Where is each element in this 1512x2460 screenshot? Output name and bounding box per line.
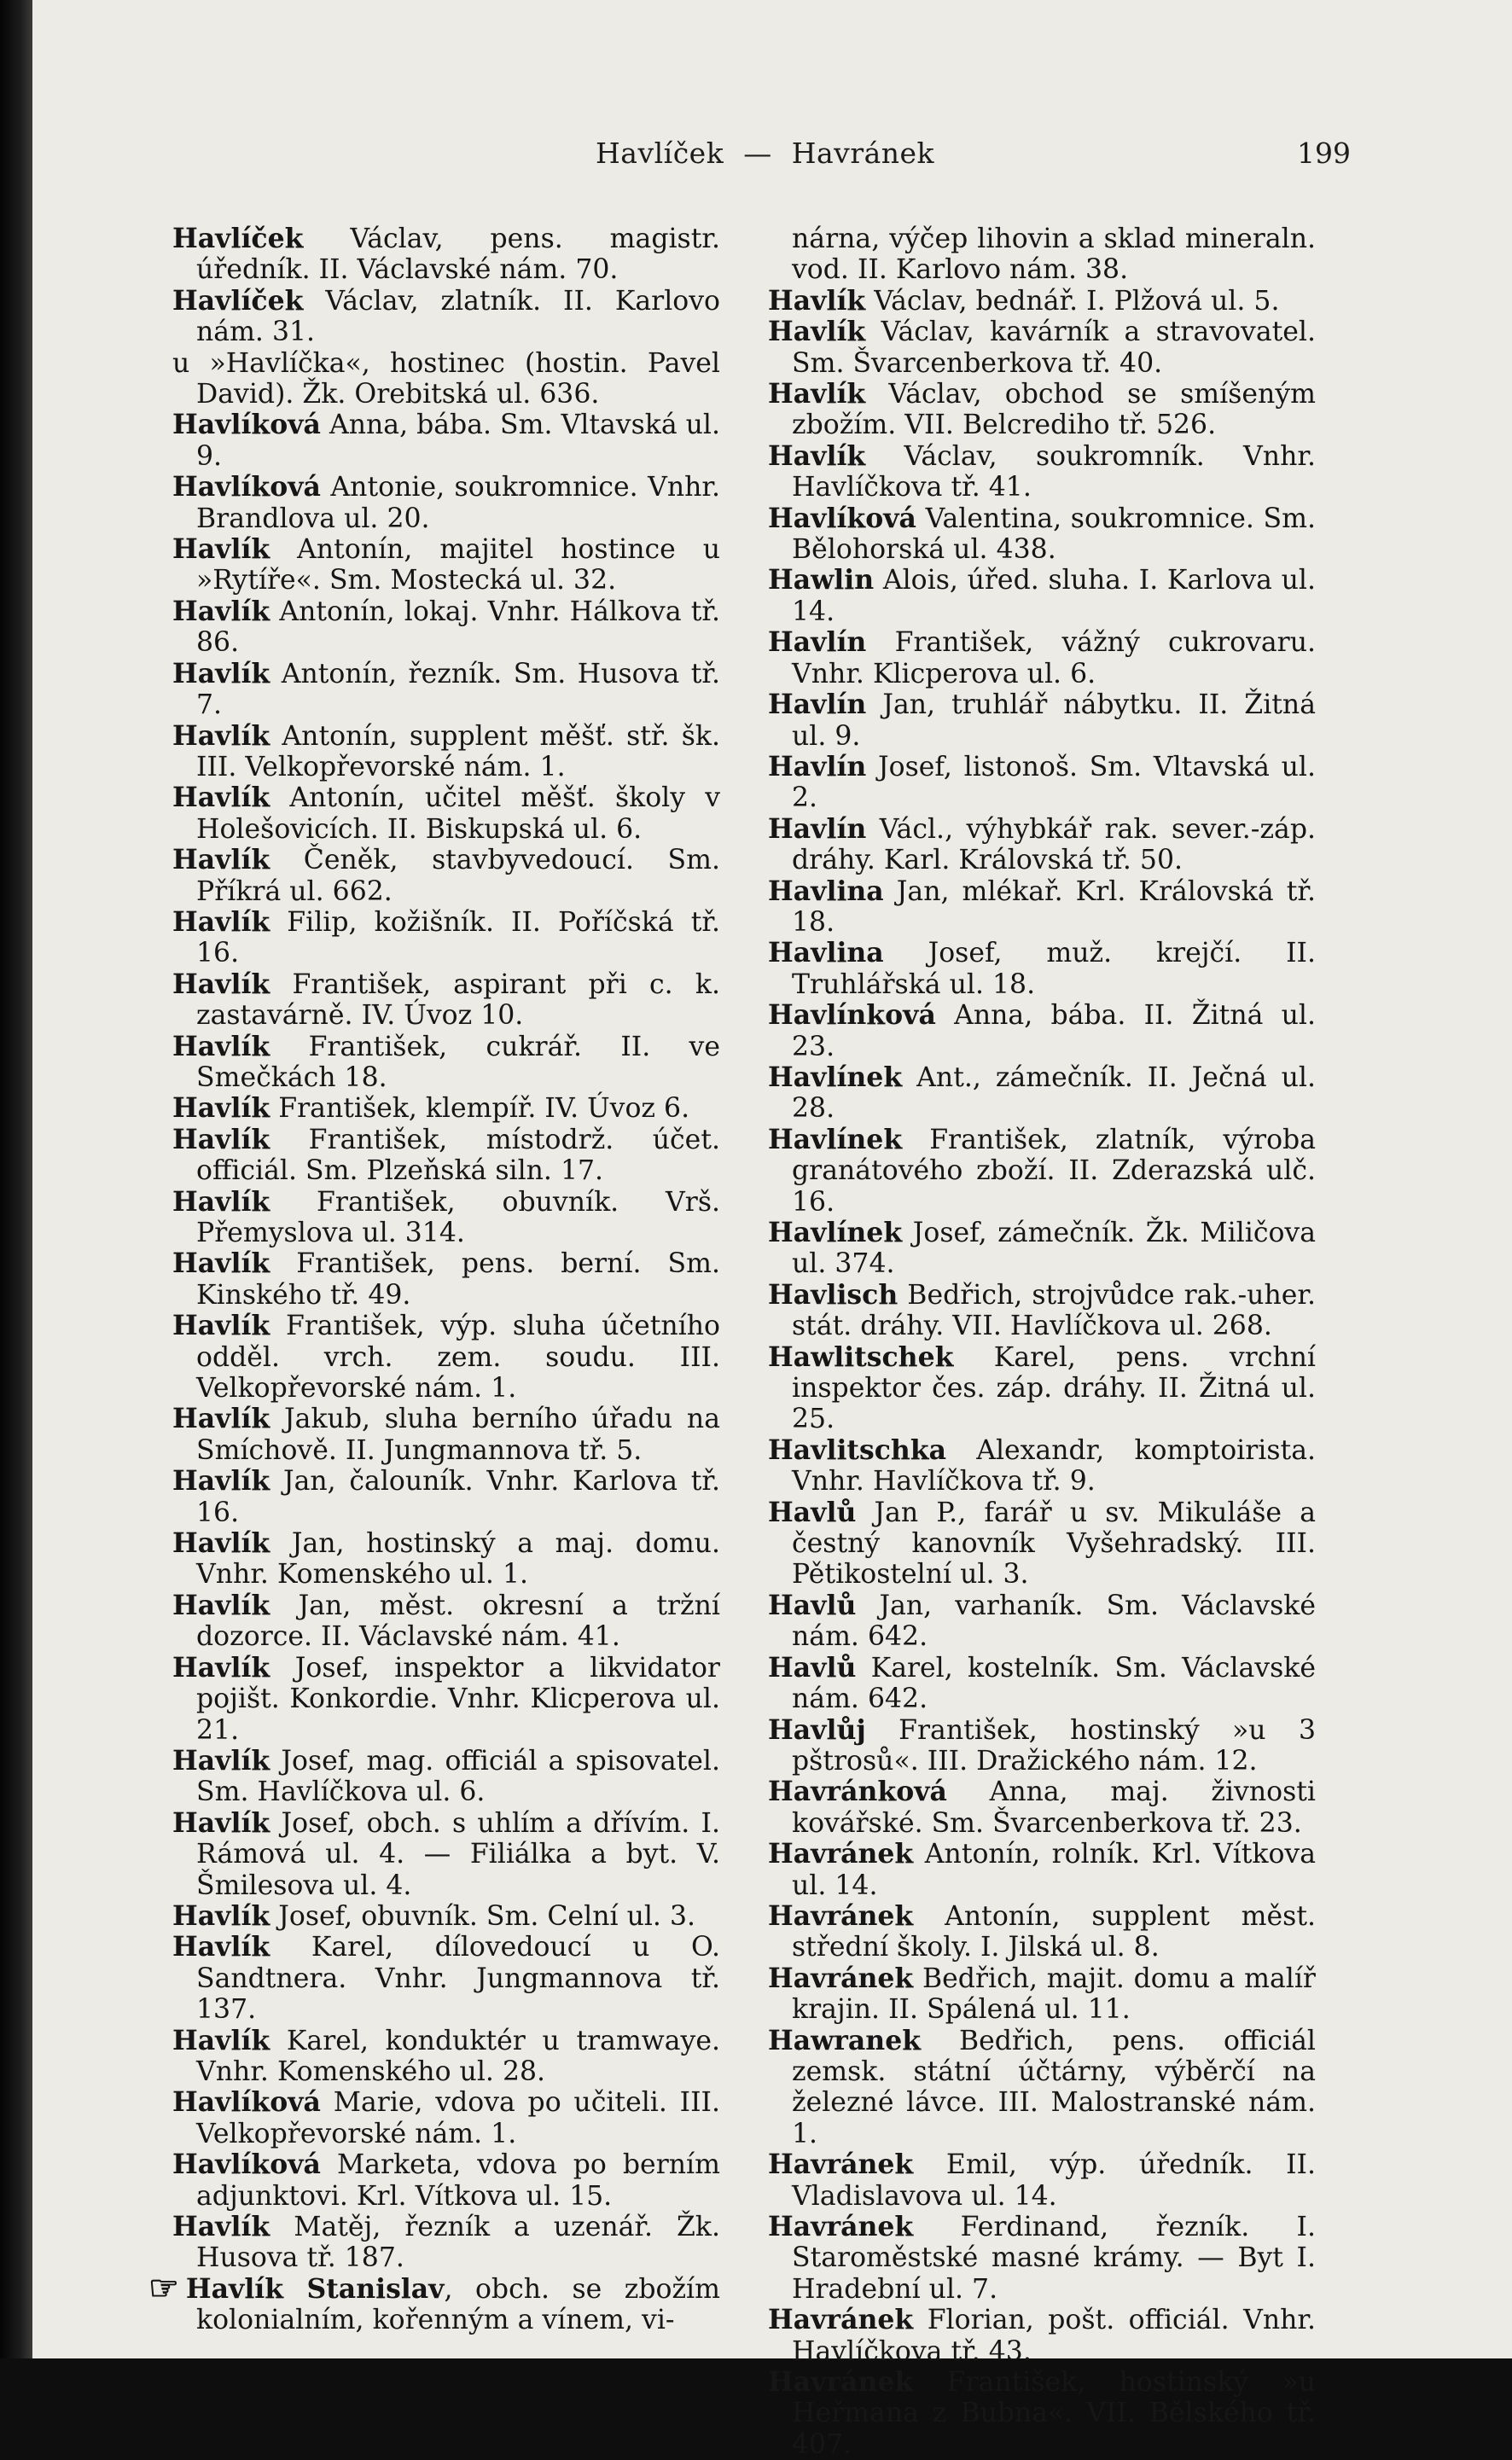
entry-surname: Havlíková xyxy=(172,2086,321,2119)
entry-details: Václav, bednář. I. Plžová ul. 5. xyxy=(865,285,1280,317)
directory-entry xyxy=(768,2367,1316,2460)
entry-surname: Havlůj xyxy=(768,1713,866,1746)
entry-surname: Havlín xyxy=(768,812,867,845)
entry-details: Josef, listonoš. Sm. Vltavská ul. 2. xyxy=(792,751,1316,814)
entry-surname: Havlík xyxy=(768,439,866,472)
entry-surname: Havlínek xyxy=(768,1061,903,1093)
directory-entry xyxy=(172,224,720,286)
entry-surname: Havlitschka xyxy=(768,1434,947,1466)
entry-surname: Havlík xyxy=(172,1806,270,1839)
entry-surname: Havlínek xyxy=(768,1123,903,1155)
entry-surname: Havlík xyxy=(172,1123,270,1155)
entry-details: Václav, kavárník a stravovatel. Sm. Švarcenberkova tř. 40. xyxy=(792,317,1316,379)
entry-details: Alois, úřed. sluha. I. Karlova ul. 14. xyxy=(792,565,1316,627)
entry-details: Karel, konduktér u tramwaye. Vnhr. Komenského ul. 28. xyxy=(196,2025,720,2087)
directory-entry xyxy=(768,441,1316,503)
scan-edge xyxy=(0,0,32,2358)
entry-surname: Havlík xyxy=(172,905,270,938)
entry-surname: Havlík xyxy=(172,2211,270,2242)
entry-details: Antonie, soukromnice. Vnhr. Brandlova ul. 20. xyxy=(196,472,720,534)
directory-entry xyxy=(172,1311,720,1404)
directory-entry xyxy=(172,286,720,348)
directory-entry xyxy=(768,1435,1316,1498)
entry-details: Ant., zámečník. II. Ječná ul. 28. xyxy=(792,1061,1316,1125)
entry-details: Josef, mag. officiál a spisovatel. Sm. Havlíčkova ul. 6. xyxy=(196,1745,720,1808)
pointing-hand-icon: ☞ xyxy=(148,2267,179,2308)
entry-details: Jakub, sluha berního úřadu na Smíchově. II. Jungmannova tř. 5. xyxy=(196,1404,720,1466)
entry-surname: Havlík xyxy=(172,1589,270,1621)
entry-surname: Havránek xyxy=(768,2304,914,2336)
entry-details: Marketa, vdova po berním adjunktovi. Krl. Vítkova ul. 15. xyxy=(196,2149,720,2212)
entry-details: Valentina, soukromnice. Sm. Bělohorská ul. 438. xyxy=(792,503,1316,566)
directory-entry xyxy=(768,286,1316,317)
entry-surname: Havlíková xyxy=(172,2149,321,2181)
entry-surname: Hawlin xyxy=(768,564,875,596)
directory-entry xyxy=(172,1528,720,1591)
entry-surname: Havlina xyxy=(768,875,884,907)
directory-entry xyxy=(768,689,1316,752)
entry-surname: Havlík xyxy=(172,1185,270,1218)
directory-entry xyxy=(768,503,1316,566)
entry-details: Bedřich, majit. domu a malíř krajin. II. Spálená ul. 11. xyxy=(792,1963,1316,2026)
entry-details: Josef, inspektor a likvidator pojišt. Konkordie. Vnhr. Klicperova ul. 21. xyxy=(196,1652,720,1746)
entry-surname: Havlík xyxy=(172,1899,270,1932)
directory-entry xyxy=(768,2212,1316,2305)
entry-surname: Havránek xyxy=(768,2149,914,2181)
running-head xyxy=(596,137,1193,170)
entry-surname: Havlíková xyxy=(768,502,916,534)
directory-entry xyxy=(768,1839,1316,1901)
entry-details: František, klempíř. IV. Úvoz 6. xyxy=(270,1093,690,1125)
entry-surname: Havlů xyxy=(768,1651,857,1684)
entry-surname: Havlík xyxy=(172,968,270,1000)
entry-details: nárna, výčep lihovin a sklad mineraln. vod. II. Karlovo nám. 38. xyxy=(792,224,1316,286)
entry-details: Emil, výp. úředník. II. Vladislavova ul. 14. xyxy=(792,2149,1316,2212)
entry-details: Karel, dílovedoucí u O. Sandtnera. Vnhr. Jungmannova tř. 137. xyxy=(196,1932,720,2026)
entry-details: Antonín, lokaj. Vnhr. Hálkova tř. 86. xyxy=(196,596,720,659)
directory-entry xyxy=(172,1746,720,1808)
entry-surname: Havlík xyxy=(768,378,866,410)
directory-entry xyxy=(768,2026,1316,2150)
entry-details: Čeněk, stavbyvedoucí. Sm. Příkrá ul. 662. xyxy=(196,845,720,907)
directory-entry xyxy=(768,1280,1316,1342)
entry-surname: Havlíková xyxy=(172,471,321,503)
entry-details: , obch. se zbožím kolonialním, kořenným a vínem, vi- xyxy=(196,2273,720,2336)
entry-surname: Havlík xyxy=(768,316,866,348)
entry-surname: Havlík xyxy=(172,1403,270,1435)
entry-details: Karel, pens. vrchní inspektor čes. záp. dráhy. II. Žitná ul. 25. xyxy=(792,1341,1316,1435)
directory-entry xyxy=(768,938,1316,1000)
directory-entry xyxy=(172,1901,720,1932)
directory-entry xyxy=(768,2305,1316,2367)
entry-surname: Havlík xyxy=(172,1931,270,1963)
entry-details: Bedřich, strojvůdce rak.-uher. stát. dráhy. VII. Havlíčkova ul. 268. xyxy=(792,1279,1316,1342)
directory-entry xyxy=(172,1032,720,1094)
entry-details: Jan, mlékař. Krl. Královská tř. 18. xyxy=(792,875,1316,938)
directory-entry xyxy=(172,1591,720,1653)
directory-entry xyxy=(768,627,1316,689)
entry-details: František, pens. berní. Sm. Kinského tř. 49. xyxy=(196,1248,720,1311)
directory-entry xyxy=(768,379,1316,441)
entry-surname: Havránek xyxy=(768,1899,914,1932)
entry-details: František, hostinský »u Heřmana z Bubna«. VII. Bělského tř. 407. xyxy=(792,2367,1316,2460)
running-head-left: Havlíček xyxy=(596,137,724,170)
running-head-right: Havránek xyxy=(791,137,935,170)
directory-entry xyxy=(172,2087,720,2149)
entry-details: Václav, pens. magistr. úředník. II. Václavské nám. 70. xyxy=(196,224,720,286)
entry-details: Josef, zámečník. Žk. Miličova ul. 374. xyxy=(792,1218,1316,1280)
entry-details: Antonín, supplent měšť. stř. šk. III. Velkopřevorské nám. 1. xyxy=(196,720,720,782)
directory-entry xyxy=(172,1248,720,1311)
entry-details: Antonín, řezník. Sm. Husova tř. 7. xyxy=(196,658,720,721)
directory-entry xyxy=(148,2267,720,2336)
entry-details: František, výp. sluha účetního odděl. vrch. zem. soudu. III. Velkopřevorské nám. 1. xyxy=(196,1311,720,1404)
entry-details: František, aspirant při c. k. zastavárně. IV. Úvoz 10. xyxy=(196,968,720,1032)
entry-surname: Havránek xyxy=(768,2211,914,2242)
directory-entry xyxy=(172,1653,720,1746)
directory-entry xyxy=(172,472,720,534)
entry-surname: Havlů xyxy=(768,1589,857,1621)
entry-details: Ferdinand, řezník. I. Staroměstské masné krámy. — Byt I. Hradební ul. 7. xyxy=(792,2212,1316,2305)
entry-surname: Havlík xyxy=(172,1247,270,1280)
entry-surname: Havlík xyxy=(172,1651,270,1684)
directory-page xyxy=(32,0,1512,2460)
entry-surname: Havlík xyxy=(172,1092,270,1125)
directory-entry xyxy=(768,752,1316,814)
entry-surname: Havránková xyxy=(768,1776,947,1808)
directory-entry xyxy=(172,1466,720,1528)
directory-entry xyxy=(768,2149,1316,2212)
page-number: 199 xyxy=(1297,137,1351,170)
entry-surname: Havlíček xyxy=(172,223,304,254)
entry-details: František, místodrž. účet. officiál. Sm. Plzeňská siln. 17. xyxy=(196,1124,720,1187)
entry-details: Jan, hostinský a maj. domu. Vnhr. Komenského ul. 1. xyxy=(196,1528,720,1591)
entry-details: Václav, zlatník. II. Karlovo nám. 31. xyxy=(196,285,720,348)
running-head-separator: — xyxy=(743,137,772,170)
entry-surname: Havránek xyxy=(768,1962,914,1994)
entry-surname: Hawlitschek xyxy=(768,1340,954,1373)
directory-entry xyxy=(172,782,720,845)
entry-details: Václav, soukromník. Vnhr. Havlíčkova tř. 41. xyxy=(792,440,1316,503)
entry-details: Alexandr, komptoirista. Vnhr. Havlíčkova tř. 9. xyxy=(792,1434,1316,1498)
entry-surname: Havlík xyxy=(768,284,866,317)
entry-surname: Havlík xyxy=(172,2024,270,2056)
entry-details: Bedřich, pens. officiál zemsk. státní účtárny, výběrčí na železné lávce. III. Malostranské nám. 1. xyxy=(792,2025,1316,2149)
entry-surname: Havlín xyxy=(768,626,867,659)
directory-entry xyxy=(768,1342,1316,1435)
directory-entry xyxy=(768,1125,1316,1218)
entry-details: František, vážný cukrovaru. Vnhr. Klicperova ul. 6. xyxy=(792,627,1316,689)
entry-surname: Havlínek xyxy=(768,1217,903,1248)
entry-details: u »Havlíčka«, hostinec (hostin. Pavel David). Žk. Orebitská ul. 636. xyxy=(172,347,720,410)
directory-entry xyxy=(172,348,720,410)
directory-entry xyxy=(172,1932,720,2025)
directory-entry xyxy=(172,1808,720,1901)
entry-surname: Havlík xyxy=(172,719,270,752)
directory-entry xyxy=(768,224,1316,286)
entry-details: Anna, maj. živnosti kovářské. Sm. Švarcenberkova tř. 23. xyxy=(792,1777,1316,1839)
directory-entry xyxy=(768,565,1316,627)
entry-details: Antonín, učitel měšť. školy v Holešovicích. II. Biskupská ul. 6. xyxy=(196,782,720,845)
entry-surname: Havlínková xyxy=(768,999,936,1032)
entry-surname: Havlíček xyxy=(172,284,304,317)
entry-details: Jan P., farář u sv. Mikuláše a čestný kanovník Vyšehradský. III. Pětikostelní ul. 3. xyxy=(792,1497,1316,1591)
directory-entry xyxy=(768,1000,1316,1062)
entry-surname: Havlín xyxy=(768,750,867,782)
entry-surname: Havlík xyxy=(172,844,270,876)
directory-entry xyxy=(768,1963,1316,2026)
entry-surname: Havránek xyxy=(768,1838,914,1870)
directory-entry xyxy=(768,876,1316,939)
entry-details: František, cukrář. II. ve Smečkách 18. xyxy=(196,1031,720,1093)
entry-details: Filip, kožišník. II. Poříčská tř. 16. xyxy=(196,906,720,969)
entry-surname: Havlík xyxy=(172,1527,270,1560)
directory-entry xyxy=(172,2212,720,2274)
entry-surname: Havlík xyxy=(172,1465,270,1498)
entry-surname: Havlík xyxy=(172,782,270,814)
entry-details: Antonín, majitel hostince u »Rytíře«. Sm. Mostecká ul. 32. xyxy=(196,534,720,596)
directory-entry xyxy=(768,814,1316,876)
entry-details: Antonín, rolník. Krl. Vítkova ul. 14. xyxy=(792,1839,1316,1901)
directory-entry xyxy=(172,721,720,783)
directory-entry xyxy=(172,659,720,721)
directory-entry xyxy=(768,1591,1316,1653)
directory-entry xyxy=(172,1404,720,1466)
entry-details: Marie, vdova po učiteli. III. Velkopřevorské nám. 1. xyxy=(196,2087,720,2149)
right-column xyxy=(768,224,1316,2460)
entry-surname: Havlík Stanislav xyxy=(185,2272,445,2305)
entry-details: Matěj, řezník a uzenář. Žk. Husova tř. 187. xyxy=(196,2212,720,2274)
directory-entry xyxy=(172,845,720,907)
directory-entry xyxy=(768,1653,1316,1715)
entry-surname: Havlíková xyxy=(172,409,321,441)
directory-entry xyxy=(172,1093,720,1124)
entry-surname: Havlík xyxy=(172,595,270,627)
entry-surname: Havlík xyxy=(172,533,270,566)
entry-surname: Havránek xyxy=(768,2366,914,2399)
entry-details: Jan, měst. okresní a tržní dozorce. II. Václavské nám. 41. xyxy=(196,1590,720,1653)
entry-details: Jan, čalouník. Vnhr. Karlova tř. 16. xyxy=(196,1466,720,1528)
entry-details: Josef, obuvník. Sm. Celní ul. 3. xyxy=(270,1900,696,1932)
directory-entry xyxy=(172,2149,720,2212)
entry-details: Václ., výhybkář rak. sever.-záp. dráhy. Karl. Královská tř. 50. xyxy=(792,813,1316,876)
entry-surname: Havlík xyxy=(172,1030,270,1062)
entry-details: Anna, bába. Sm. Vltavská ul. 9. xyxy=(196,410,720,472)
entry-details: Antonín, supplent měst. střední školy. I. Jilská ul. 8. xyxy=(792,1900,1316,1963)
entry-details: František, zlatník, výroba granátového zboží. II. Zderazská ulč. 16. xyxy=(792,1124,1316,1218)
directory-entry xyxy=(768,1498,1316,1591)
entry-surname: Havlík xyxy=(172,1744,270,1777)
entry-details: František, hostinský »u 3 pštrosů«. III. Dražického nám. 12. xyxy=(792,1714,1316,1777)
entry-surname: Havlík xyxy=(172,1310,270,1342)
directory-entry xyxy=(172,2026,720,2088)
entry-surname: Havlina xyxy=(768,937,884,969)
entry-details: Václav, obchod se smíšeným zbožím. VII. Belcrediho tř. 526. xyxy=(792,379,1316,441)
directory-entry xyxy=(768,1715,1316,1777)
directory-entry xyxy=(172,534,720,596)
entry-surname: Havlín xyxy=(768,689,867,721)
entry-details: Florian, pošt. officiál. Vnhr. Havlíčkova tř. 43. xyxy=(792,2305,1316,2367)
entry-details: Josef, muž. krejčí. II. Truhlářská ul. 18. xyxy=(792,938,1316,1000)
directory-entry xyxy=(768,1777,1316,1839)
entry-surname: Havlů xyxy=(768,1496,857,1528)
directory-entry xyxy=(172,907,720,969)
entry-details: Jan, varhaník. Sm. Václavské nám. 642. xyxy=(792,1590,1316,1653)
directory-entry xyxy=(172,410,720,472)
directory-entry xyxy=(172,1125,720,1187)
directory-entry xyxy=(768,1901,1316,1963)
entry-surname: Havlisch xyxy=(768,1278,898,1311)
directory-entry xyxy=(768,1218,1316,1280)
entry-details: Jan, truhlář nábytku. II. Žitná ul. 9. xyxy=(792,689,1316,752)
entry-surname: Hawranek xyxy=(768,2024,922,2056)
directory-entry xyxy=(172,596,720,659)
directory-entry xyxy=(172,969,720,1032)
directory-entry xyxy=(172,1187,720,1249)
entry-details: Josef, obch. s uhlím a dřívím. I. Rámová ul. 4. — Filiálka a byt. V. Šmilesova ul. 4. xyxy=(196,1807,720,1901)
directory-entry xyxy=(768,1062,1316,1125)
entry-details: Anna, bába. II. Žitná ul. 23. xyxy=(792,1000,1316,1062)
entry-details: František, obuvník. Vrš. Přemyslova ul. 314. xyxy=(196,1186,720,1248)
entry-details: Karel, kostelník. Sm. Václavské nám. 642. xyxy=(792,1652,1316,1715)
directory-entry xyxy=(768,317,1316,379)
left-column xyxy=(148,223,720,2336)
entry-surname: Havlík xyxy=(172,657,270,689)
